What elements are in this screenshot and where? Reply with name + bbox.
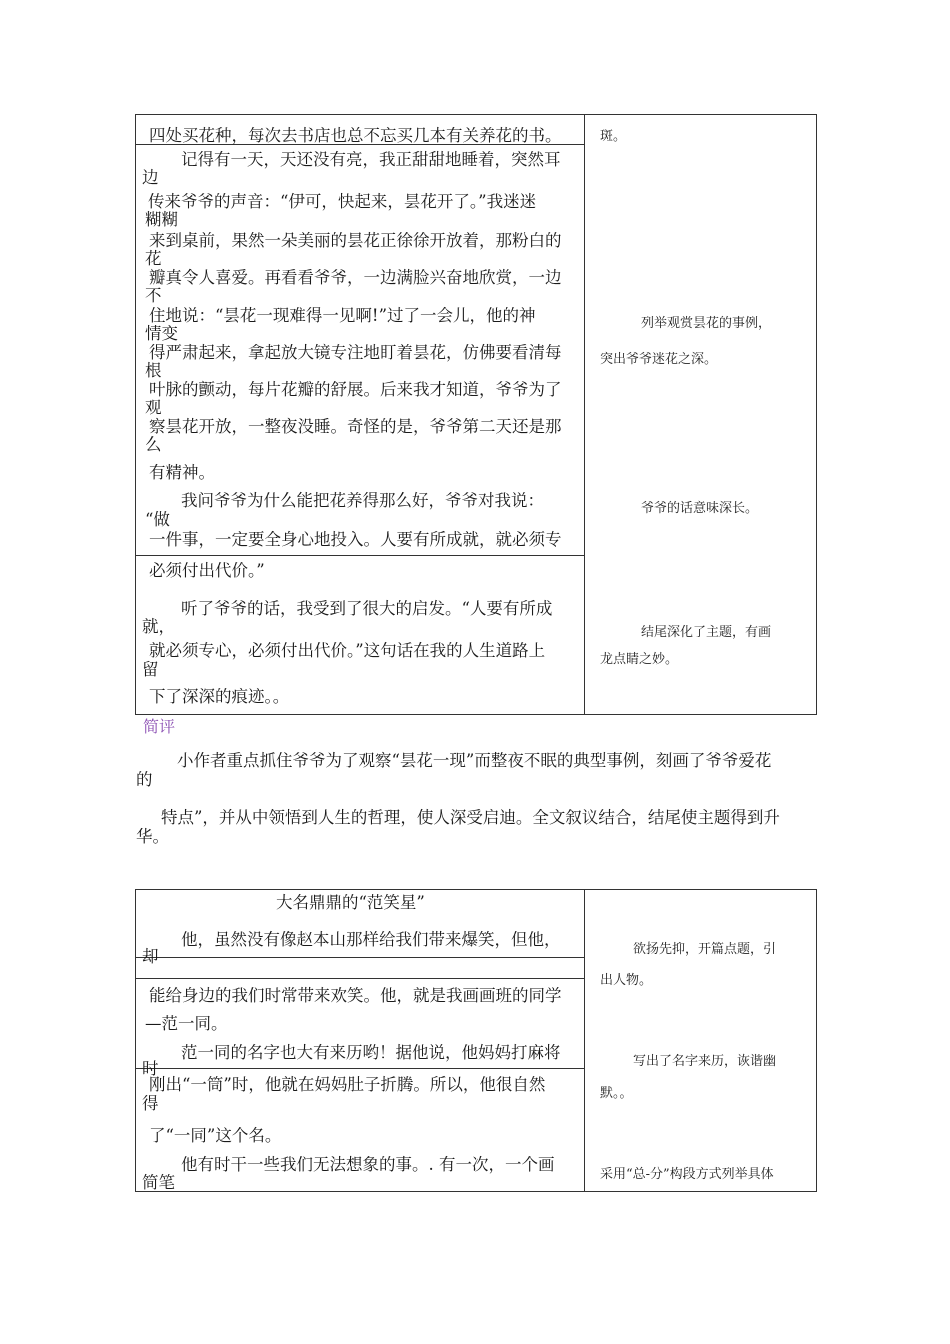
review-line: 华。 (136, 827, 169, 846)
essay-line: 四处买花种，每次去书店也总不忘买几本有关养花的书。 (149, 126, 562, 145)
essay-line: 得 (142, 1094, 159, 1113)
essay-line: 糊糊 (145, 210, 178, 229)
annotation-note: 突出爷爷迷花之深。 (600, 352, 718, 367)
essay-line-clip (142, 947, 182, 966)
table-2-row-divider (135, 978, 584, 979)
review-line: 特点”，并从中领悟到人生的哲理，使人深受启迪。全文叙议结合，结尾使主题得到升 (161, 808, 780, 827)
essay-line: 察昙花开放，一整夜没睡。奇怪的是，爷爷第二天还是那 (149, 417, 562, 436)
review-heading: 简评 (143, 717, 176, 736)
essay-line: 情变 (145, 324, 178, 343)
essay-line: 就必须专心，必须付出代价。”这句话在我的人生道路上 (149, 641, 546, 660)
essay-line: 花 (145, 249, 162, 268)
essay-line: 范一同的名字也大有来历哟！据他说，他妈妈打麻将 (181, 1043, 561, 1062)
table-1-row-divider (135, 555, 584, 556)
annotation-note: 写出了名字来历，诙谐幽 (633, 1054, 777, 1069)
essay-line: 根 (145, 361, 162, 380)
essay-line: 了“一同”这个名。 (149, 1126, 282, 1145)
essay-line: 得严肃起来，拿起放大镜专注地盯着昙花，仿佛要看清每 (149, 343, 562, 362)
annotation-note: 斑。 (600, 129, 627, 144)
essay-line: “做 (145, 510, 170, 529)
essay-line: 一件事，一定要全身心地投入。人要有所成就，就必须专 (149, 530, 562, 549)
essay-line: 留 (142, 660, 159, 679)
table-1-column-divider (584, 114, 585, 715)
essay-line: 就， (142, 617, 175, 636)
essay-line-clip (149, 528, 581, 553)
annotation-note: 采用“总-分”构段方式列举具体 (600, 1167, 774, 1182)
annotation-note: 龙点睛之妙。 (600, 652, 679, 667)
essay-line: 记得有一天，天还没有亮，我正甜甜地睡着，突然耳 (181, 150, 561, 169)
essay-line: 他，虽然没有像赵本山那样给我们带来爆笑，但他， (181, 930, 561, 949)
essay-line: 下了深深的痕迹。。 (149, 687, 290, 706)
essay-line: 观 (145, 398, 162, 417)
essay-line: 边 (142, 168, 159, 187)
essay-line: 能给身边的我们时常带来欢笑。他，就是我画画班的同学 (149, 986, 562, 1005)
table-2-row-divider (135, 1068, 584, 1069)
essay-line: 时 (142, 1059, 159, 1078)
essay-line: 住地说：“昙花一现难得一见啊!”过了一会儿，他的神 (149, 306, 536, 325)
review-line: 小作者重点抓住爷爷为了观察“昙花一现”而整夜不眠的典型事例，刻画了爷爷爱花 (177, 751, 772, 770)
essay-line: 有精神。 (149, 463, 215, 482)
essay-line: —范一同。 (145, 1014, 228, 1033)
review-line: 的 (136, 770, 153, 789)
annotation-note: 默。。 (600, 1086, 633, 1101)
annotation-note: 列举观赏昙花的事例， (641, 316, 772, 331)
annotation-note: 结尾深化了主题，有画 (641, 625, 772, 640)
essay-line: 必须付出代价。” (149, 561, 265, 580)
essay-line: 不 (145, 286, 162, 305)
essay-line: 么 (145, 435, 162, 454)
essay-line: 他有时干一些我们无法想象的事。. 有一次，一个画 (181, 1155, 555, 1174)
annotation-note: 出人物。 (600, 973, 653, 988)
essay-line: 传来爷爷的声音：“伊可，快起来，昙花开了。”我迷迷 (148, 192, 537, 211)
essay-line: 我问爷爷为什么能把花养得那么好，爷爷对我说： (181, 491, 544, 510)
essay-line: 却 (142, 947, 159, 966)
essay-line: 来到桌前，果然一朵美丽的昙花正徐徐开放着，那粉白的 (149, 231, 562, 250)
table-2-row-divider (135, 957, 584, 958)
essay-line: 叶脉的颤动，每片花瓣的舒展。后来我才知道，爷爷为了 (149, 380, 562, 399)
essay-line: 简笔 (142, 1173, 175, 1192)
table-2-column-divider (584, 889, 585, 1192)
essay-line: 瓣真令人喜爱。再看看爷爷，一边满脸兴奋地欣赏，一边 (149, 268, 562, 287)
essay-line: 听了爷爷的话，我受到了很大的启发。“人要有所成 (181, 599, 553, 618)
annotation-note: 欲扬先抑，开篇点题，引 (633, 942, 777, 957)
annotation-note: 爷爷的话意味深长。 (641, 501, 759, 516)
essay-title: 大名鼎鼎的“范笑星” (276, 893, 425, 912)
essay-line-clip (142, 1059, 182, 1078)
essay-line: 刚出“一筒”时，他就在妈妈肚子折腾。所以，他很自然 (149, 1075, 546, 1094)
